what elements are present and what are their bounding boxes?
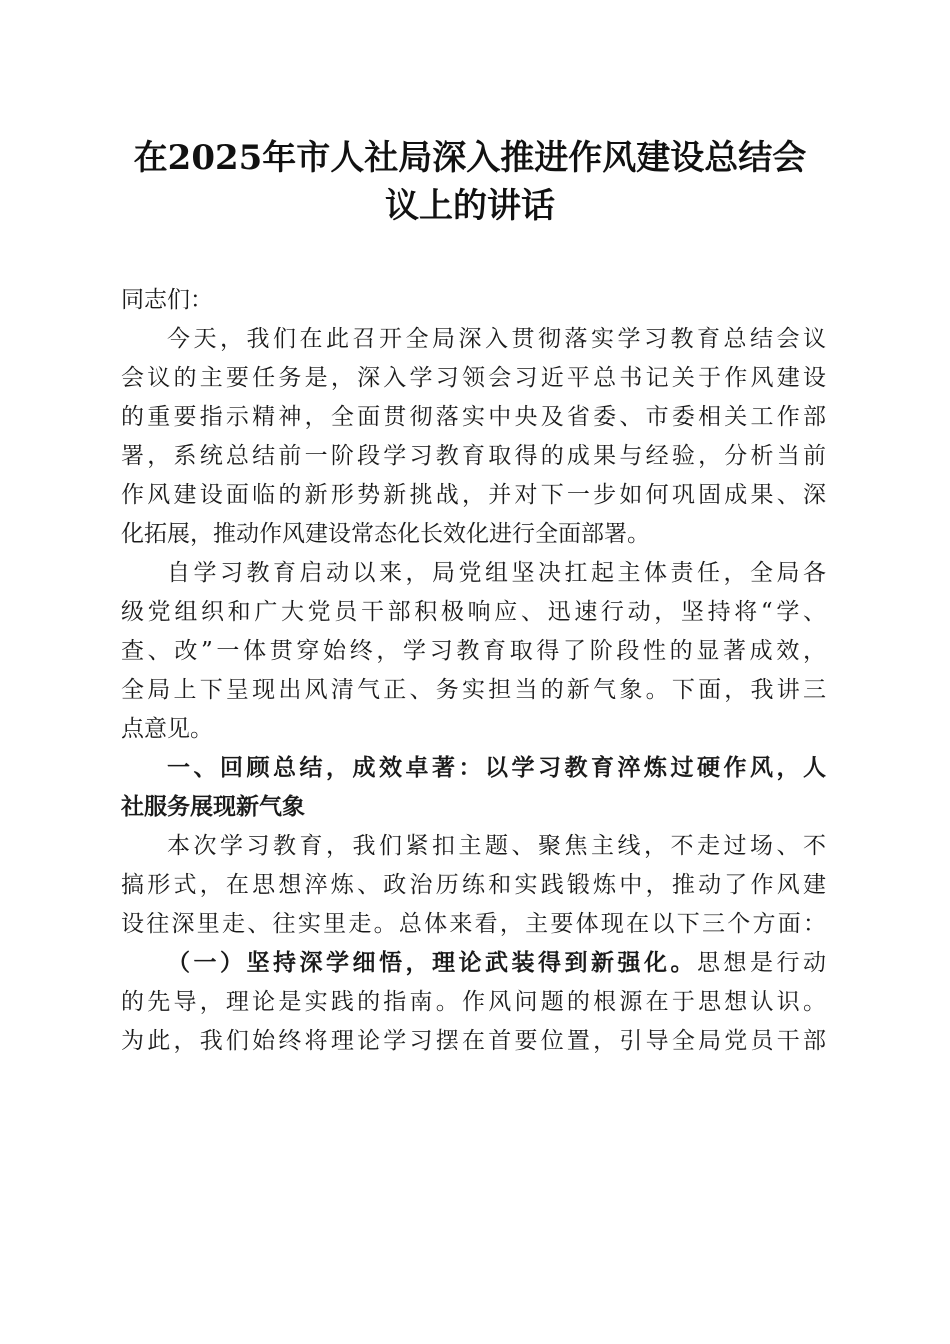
paragraph-line: 署，系统总结前一阶段学习教育取得的成果与经验，分析当前 [121,443,826,469]
paragraph-line: 自学习教育启动以来，局党组坚决扛起主体责任，全局各 [167,560,826,586]
title-line: 在2025年市人社局深入推进作风建设总结会 [133,138,807,178]
paragraph-line: 查、改”一体贯穿始终，学习教育取得了阶段性的显著成效， [121,638,826,664]
paragraph-line: 的重要指示精神，全面贯彻落实中央及省委、市委相关工作部 [121,404,826,430]
document-title [100,134,840,230]
section-heading: 一、回顾总结，成效卓著：以学习教育淬炼过硬作风，人 [167,755,826,781]
paragraph-line: 作风建设面临的新形势新挑战，并对下一步如何巩固成果、深 [121,482,826,508]
paragraph-line: 点意见。 [121,716,213,742]
section-heading: 社服务展现新气象 [121,794,305,820]
paragraph-line: 的先导，理论是实践的指南。作风问题的根源在于思想认识。 [121,989,826,1015]
paragraph-line: 搞形式，在思想淬炼、政治历练和实践锻炼中，推动了作风建 [121,872,826,898]
paragraph-line: 会议的主要任务是，深入学习领会习近平总书记关于作风建设 [121,365,826,391]
document-body [121,281,826,1061]
paragraph-line: 全局上下呈现出风清气正、务实担当的新气象。下面，我讲三 [121,677,826,703]
subheading-runin: （一）坚持深学细悟，理论武装得到新强化。 [167,950,697,976]
subheading-line [121,944,826,983]
paragraph-line: 设往深里走、往实里走。总体来看，主要体现在以下三个方面： [121,911,826,937]
paragraph-line: 今天，我们在此召开全局深入贯彻落实学习教育总结会议 [167,326,826,352]
title-line: 议上的讲话 [385,186,555,226]
paragraph-line: 化拓展，推动作风建设常态化长效化进行全面部署。 [121,521,650,547]
salutation: 同志们： [121,287,213,313]
paragraph-line: 本次学习教育，我们紧扣主题、聚焦主线，不走过场、不 [167,833,826,859]
paragraph-line: 为此，我们始终将理论学习摆在首要位置，引导全局党员干部 [121,1028,826,1054]
paragraph-line: 级党组织和广大党员干部积极响应、迅速行动，坚持将“学、 [121,599,826,625]
subheading-rest: 思想是行动 [697,950,826,976]
